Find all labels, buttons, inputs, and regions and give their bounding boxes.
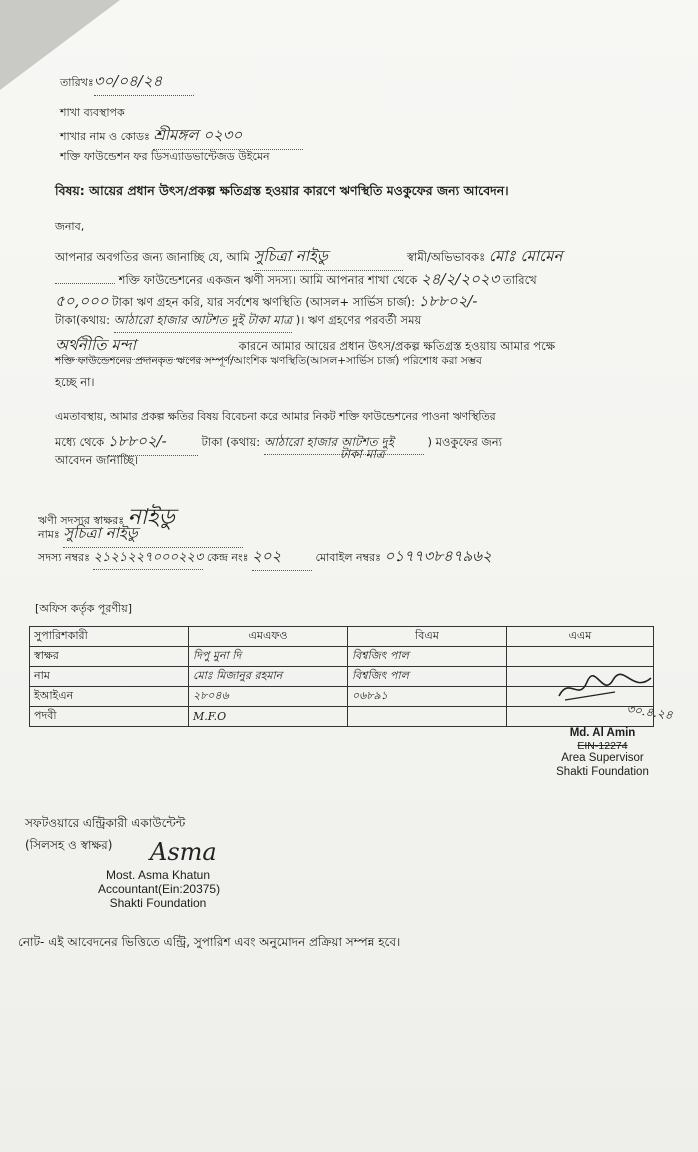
bm-signature: বিশ্বজিৎ পাল xyxy=(348,647,507,667)
applicant-name: সুচিত্রা নাইডু xyxy=(253,245,403,271)
damage-cause: অর্থনীতি মন্দা xyxy=(55,334,235,360)
waive-amount: ১৮৮০২/- xyxy=(108,430,198,456)
waive-words: আঠারো হাজার আটশত দুই xyxy=(264,434,424,455)
row-label-signature: স্বাক্ষর xyxy=(30,647,189,667)
am-stamp-title: Area Supervisor xyxy=(561,752,644,765)
col-am: এএম xyxy=(507,627,654,647)
para1-text-d: তারিখে xyxy=(502,273,537,287)
loan-balance: ১৮৮০২/- xyxy=(418,292,478,310)
accountant-line2: (সিলসহ ও স্বাক্ষর) xyxy=(25,838,113,852)
table-header-row xyxy=(30,627,654,647)
am-signature xyxy=(507,647,654,667)
mobile-label: মোবাইল নম্বরঃ xyxy=(315,551,381,564)
salutation: জনাব, xyxy=(55,220,85,233)
member-name-label: নামঃ xyxy=(38,528,60,541)
para2-text-a: মধ্যে থেকে xyxy=(55,435,105,449)
bm-ein: ০৬৮৯১ xyxy=(348,687,507,707)
center-number: ২০২ xyxy=(252,545,312,571)
para1-text-e: টাকা ঋণ গ্রহন করি, যার সর্বশেষ ঋণস্থিতি (আসল+ সার্ভিস চার্জ): xyxy=(112,295,415,309)
branch-line xyxy=(60,124,303,150)
bm-name: বিশ্বজিৎ পাল xyxy=(348,667,507,687)
para2-line1: এমতাবস্থায়, আমার প্রকল্প ক্ষতির বিষয় বিবেচনা করে আমার নিকট শক্তি ফাউন্ডেশনের পাওনা ঋণস্থিতির xyxy=(55,410,496,423)
mfo-name: মোঃ মিজানুর রহমান xyxy=(189,667,348,687)
para1-line7: হচ্ছে না। xyxy=(55,375,95,389)
row-label-name: নাম xyxy=(30,667,189,687)
member-number: ২১২১২২৭০০০২২৩ xyxy=(93,548,203,570)
waive-words-continued: টাকা মাত্র xyxy=(340,447,385,461)
loan-amount: ৫০,০০০ xyxy=(55,292,109,310)
loan-date: ২৪/২/২০২৩ xyxy=(420,270,500,288)
date-value: ৩০/০৪/২৪ xyxy=(94,70,194,96)
mfo-signature: দিপু মুনা দি xyxy=(189,647,348,667)
para1-line6: শক্তি ফাউন্ডেশনের প্রদানকৃত ঋণের সম্পূর্ণ/আংশিক ঋণস্থিতি(আসল+সার্ভিস চার্জ) পরিশোধ করা সম্ভব xyxy=(55,355,482,367)
subject-line: বিষয়: আয়ের প্রধান উৎস/প্রকল্প ক্ষতিগ্রস্ত হওয়ার কারণে ঋণস্থিতি মওকুফের জন্য আবেদন। xyxy=(55,183,509,198)
para1-text-g: )। ঋণ গ্রহণের পরবর্তী সময় xyxy=(295,313,422,327)
col-bm: বিএম xyxy=(348,627,507,647)
org-name: শক্তি ফাউন্ডেশন ফর ডিসএ্যাডভান্টেজড উইমেন xyxy=(60,150,270,163)
para1-text-c: শক্তি ফাউন্ডেশনের একজন ঋণী সদস্য। আমি আপনার শাখা থেকে xyxy=(118,273,418,287)
date-line xyxy=(60,70,194,96)
para1-text-b: স্বামী/অভিভাবকঃ xyxy=(407,250,486,264)
member-sig-label: ঋণী সদস্যর স্বাক্ষরঃ xyxy=(38,514,125,527)
footer-note: নোট- এই আবেদনের ভিত্তিতে এন্ট্রি, সুপারিশ এবং অনুমোদন প্রক্রিয়া সম্পন্ন হবে। xyxy=(18,935,401,949)
accountant-stamp-org: Shakti Foundation xyxy=(109,895,207,910)
am-date: ৩০.৪.২৪ xyxy=(625,701,674,723)
para2-line3: আবেদন জানাচ্ছি। xyxy=(55,453,139,467)
am-stamp-org: Shakti Foundation xyxy=(556,765,649,778)
bm-designation xyxy=(348,707,507,727)
para2-text-b: টাকা (কথায়: xyxy=(201,435,261,449)
member-number-line xyxy=(38,545,492,571)
branch-value: শ্রীমঙ্গল ০২৩০ xyxy=(153,124,303,150)
table-row xyxy=(30,647,654,667)
balance-words: আঠারো হাজার আটশত দুই টাকা মাত্র xyxy=(114,312,293,333)
accountant-signature: Asma xyxy=(150,838,217,866)
member-signature: নাইডু xyxy=(127,505,175,530)
member-name: সুচিত্রা নাইডু xyxy=(63,522,243,548)
mfo-ein: ২৮০৪৬ xyxy=(189,687,348,707)
am-stamp-name: Md. Al Amin xyxy=(569,727,636,739)
para1-line4 xyxy=(55,312,421,333)
mfo-designation: M.F.O xyxy=(189,707,348,727)
guardian-name: মোঃ মোমেন xyxy=(488,247,563,265)
member-no-label: সদস্য নম্বরঃ xyxy=(38,551,90,564)
para1-text-h: কারনে আমার আয়ের প্রধান উৎস/প্রকল্প ক্ষতিগ্রস্ত হওয়ায় আমার পক্ষে xyxy=(238,339,556,353)
branch-manager: শাখা ব্যবস্থাপক xyxy=(60,106,125,119)
am-stamp-ein: EIN-12274 xyxy=(577,740,628,753)
date-label: তারিখঃ xyxy=(60,76,94,89)
para2-text-c: ) মওকুফের জন্য xyxy=(427,435,503,449)
dotted-gap xyxy=(55,283,115,284)
mobile-number: ০১৭৭৩৮৪৭৯৬২ xyxy=(384,547,492,565)
accountant-line1: সফটওয়ারে এন্ট্রিকারী একাউন্টেন্ট xyxy=(25,816,186,830)
para1-text-a: আপনার অবগতির জন্য জানাচ্ছি যে, আমি xyxy=(55,250,250,264)
table-row xyxy=(30,707,654,727)
am-stamp xyxy=(540,727,665,779)
col-recommender: সুপারিশকারী xyxy=(30,627,189,647)
office-use-label: [অফিস কর্তৃক পূরণীয়] xyxy=(35,602,132,615)
center-label: কেন্দ্র নংঃ xyxy=(206,551,249,564)
accountant-stamp-title: Accountant(Ein:20375) xyxy=(98,881,221,896)
accountant-stamp-name: Most. Asma Khatun xyxy=(105,868,211,882)
row-label-designation: পদবী xyxy=(30,707,189,727)
branch-label: শাখার নাম ও কোডঃ xyxy=(60,130,150,143)
para1-text-f: টাকা(কথায়: xyxy=(55,313,110,327)
row-label-ein: ইআইএন xyxy=(30,687,189,707)
col-mfo: এমএফও xyxy=(189,627,348,647)
accountant-stamp xyxy=(98,868,221,910)
